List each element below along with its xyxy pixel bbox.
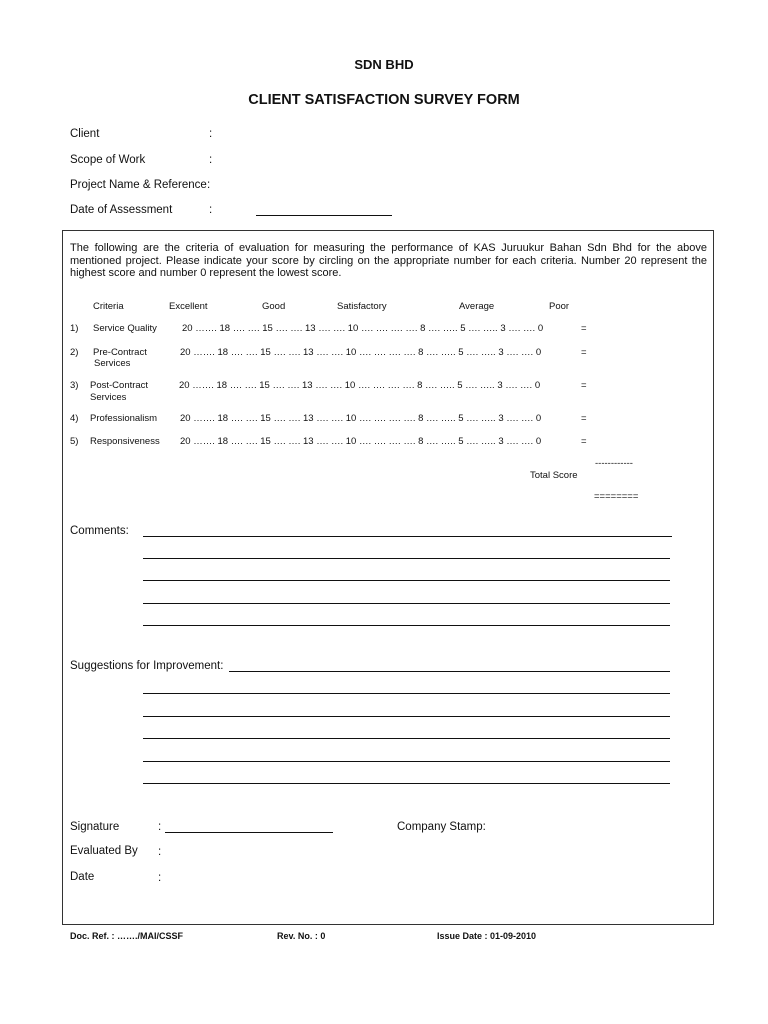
date-of-assessment-line[interactable] <box>256 215 392 216</box>
scope-of-work-label: Scope of Work <box>70 154 146 166</box>
suggestions-label: Suggestions for Improvement: <box>70 660 224 672</box>
score-scale[interactable]: 20 ……. 18 …. …. 15 …. …. 13 …. …. 10 …. …. …. …. 8 …. ….. 5 …. ….. 3 …. …. 0 <box>180 436 542 447</box>
score-scale[interactable]: 20 ……. 18 …. …. 15 …. …. 13 …. …. 10 …. …. …. …. 8 …. ….. 5 …. ….. 3 …. …. 0 <box>180 347 542 358</box>
total-single-rule: ------------ <box>595 458 633 469</box>
company-name: SDN BHD <box>354 57 414 72</box>
header-satisfactory: Satisfactory <box>337 301 387 312</box>
header-poor: Poor <box>549 301 570 312</box>
scope-of-work-colon: : <box>209 154 213 166</box>
evaluated-by-colon: : <box>158 846 162 858</box>
criteria-label: Professionalism <box>90 413 158 424</box>
criteria-label-line2: Services <box>90 392 127 403</box>
comments-line[interactable] <box>143 558 670 559</box>
company-stamp-label: Company Stamp: <box>397 821 486 833</box>
score-equals: = <box>581 323 587 334</box>
signature-label: Signature <box>70 821 120 833</box>
suggestions-line[interactable] <box>229 671 670 672</box>
doc-ref: Doc. Ref. : ……./MAI/CSSF <box>70 931 184 941</box>
comments-label: Comments: <box>70 525 129 537</box>
signature-line[interactable] <box>165 832 333 833</box>
suggestions-line[interactable] <box>143 783 670 784</box>
header-average: Average <box>459 301 495 312</box>
score-equals: = <box>581 413 587 424</box>
score-scale[interactable]: 20 ……. 18 …. …. 15 …. …. 13 …. …. 10 …. …. …. …. 8 …. ….. 5 …. ….. 3 …. …. 0 <box>180 413 542 424</box>
date-colon: : <box>158 872 162 884</box>
client-colon: : <box>209 128 213 140</box>
form-title: CLIENT SATISFACTION SURVEY FORM <box>248 92 520 108</box>
issue-date: Issue Date : 01-09-2010 <box>437 931 537 941</box>
suggestions-line[interactable] <box>143 716 670 717</box>
header-criteria: Criteria <box>93 301 124 312</box>
criteria-label: Pre-Contract <box>93 347 147 358</box>
row-number: 1) <box>70 323 79 334</box>
criteria-label-line2: Services <box>94 358 131 369</box>
comments-line[interactable] <box>143 580 670 581</box>
header-excellent: Excellent <box>169 301 208 312</box>
evaluated-by-label: Evaluated By <box>70 845 138 857</box>
intro-paragraph: The following are the criteria of evaluation for measuring the performance of KAS Juruukur Bahan Sdn Bhd for the above mentioned project. Please indicate your score by circling on the appropriate number for each criteria. Number 20 represent the highest score and number 0 represent the lowest score. <box>70 242 707 279</box>
comments-line[interactable] <box>143 603 670 604</box>
date-label: Date <box>70 871 95 883</box>
project-name-label: Project Name & Reference <box>70 179 207 191</box>
total-score-label: Total Score <box>530 470 578 481</box>
date-of-assessment-colon: : <box>209 204 213 216</box>
row-number: 2) <box>70 347 79 358</box>
rev-no: Rev. No. : 0 <box>277 931 326 941</box>
header-good: Good <box>262 301 286 312</box>
project-name-colon: : <box>207 179 211 191</box>
score-equals: = <box>581 436 587 447</box>
client-label: Client <box>70 128 100 140</box>
signature-colon: : <box>158 821 162 833</box>
score-equals: = <box>581 347 587 358</box>
row-number: 3) <box>70 380 79 391</box>
suggestions-line[interactable] <box>143 761 670 762</box>
suggestions-line[interactable] <box>143 693 670 694</box>
score-scale[interactable]: 20 ……. 18 …. …. 15 …. …. 13 …. …. 10 …. …. …. …. 8 …. ….. 5 …. ….. 3 …. …. 0 <box>182 323 544 334</box>
row-number: 4) <box>70 413 79 424</box>
score-scale[interactable]: 20 ……. 18 …. …. 15 …. …. 13 …. …. 10 …. …. …. …. 8 …. ….. 5 …. ….. 3 …. …. 0 <box>179 380 541 391</box>
row-number: 5) <box>70 436 79 447</box>
comments-line[interactable] <box>143 625 670 626</box>
criteria-label: Responsiveness <box>90 436 160 447</box>
total-double-rule: ======== <box>594 491 639 502</box>
score-equals: = <box>581 380 587 391</box>
date-of-assessment-label: Date of Assessment <box>70 204 173 216</box>
suggestions-line[interactable] <box>143 738 670 739</box>
criteria-label: Service Quality <box>93 323 157 334</box>
comments-line[interactable] <box>143 536 672 537</box>
criteria-label: Post-Contract <box>90 380 149 391</box>
